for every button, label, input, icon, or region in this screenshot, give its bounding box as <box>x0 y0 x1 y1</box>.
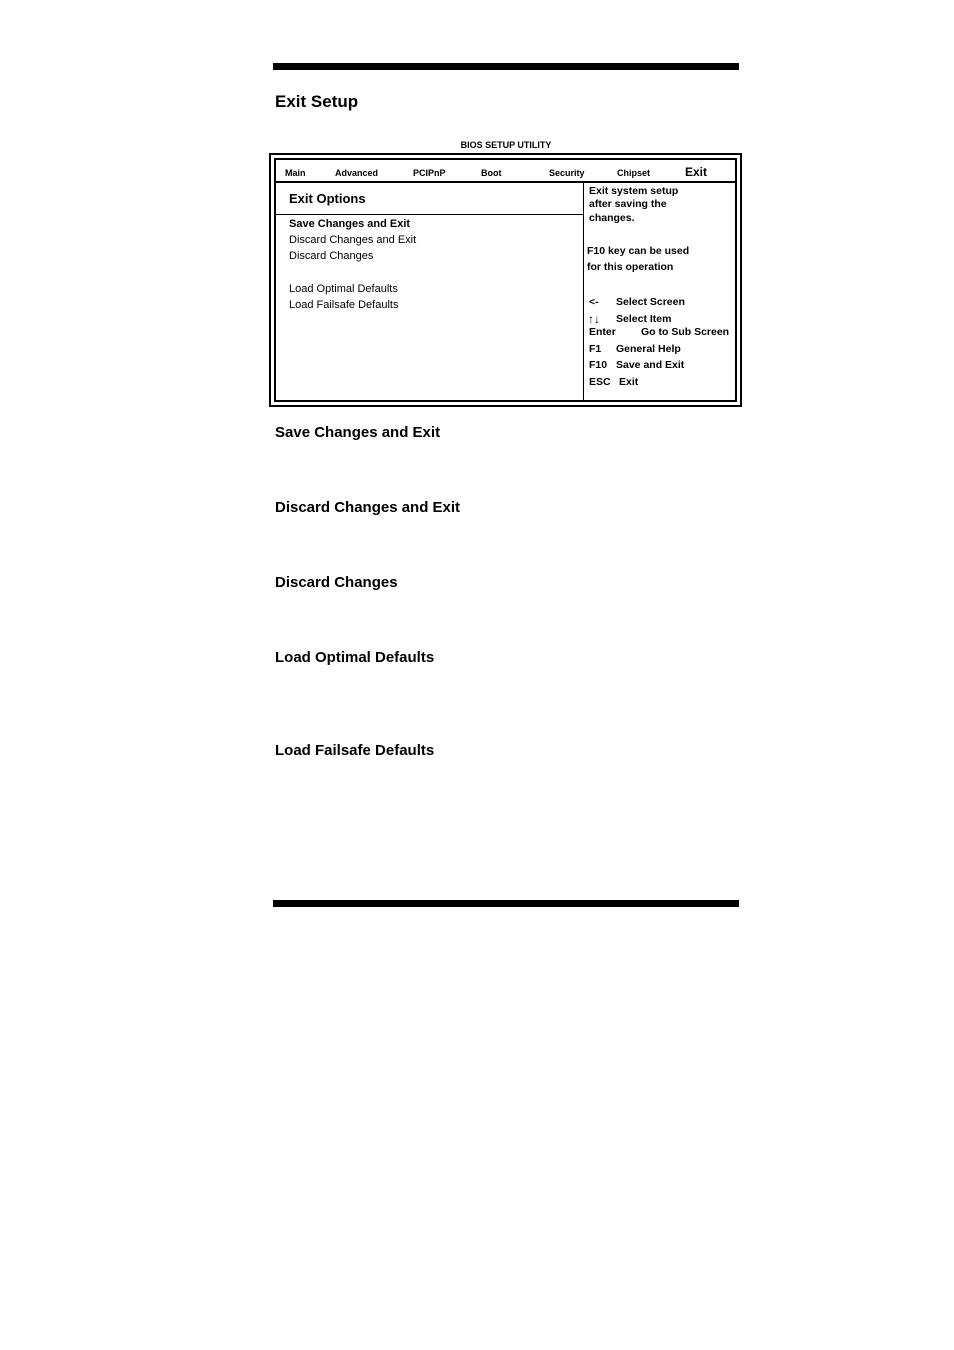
bios-inner-frame <box>274 158 737 402</box>
option-discard-changes[interactable]: Discard Changes <box>289 250 374 262</box>
key-enter: Enter <box>589 326 616 338</box>
section-heading-discard-changes-and-exit: Discard Changes and Exit <box>275 499 461 516</box>
key-f1: F1 <box>589 343 602 355</box>
help-panel <box>584 183 735 400</box>
bios-screen <box>269 153 742 407</box>
top-rule <box>273 63 739 70</box>
help-text-line: for this operation <box>587 261 674 273</box>
panel-divider <box>276 214 583 215</box>
option-discard-changes-and-exit[interactable]: Discard Changes and Exit <box>289 234 417 246</box>
menu-tab-main[interactable]: Main <box>285 168 306 178</box>
menu-tab-pcipnp[interactable]: PCIPnP <box>413 168 446 178</box>
menu-tab-advanced[interactable]: Advanced <box>335 168 379 178</box>
section-heading-load-optimal-defaults: Load Optimal Defaults <box>275 649 435 666</box>
section-heading-save-changes-and-exit: Save Changes and Exit <box>275 424 441 441</box>
option-save-changes-and-exit[interactable]: Save Changes and Exit <box>289 218 411 230</box>
help-text-line: F10 key can be used <box>587 245 690 257</box>
key-action-exit: Exit <box>619 376 639 388</box>
option-load-failsafe-defaults[interactable]: Load Failsafe Defaults <box>289 299 399 311</box>
section-heading-discard-changes: Discard Changes <box>275 574 398 591</box>
menu-tab-boot[interactable]: Boot <box>481 168 502 178</box>
bios-menu-bar <box>276 160 735 183</box>
key-left-arrow: <- <box>589 296 599 308</box>
page-title: Exit Setup <box>275 92 359 111</box>
menu-tab-exit[interactable]: Exit <box>685 165 708 179</box>
key-f10: F10 <box>589 359 608 371</box>
key-action-go-to-sub-screen: Go to Sub Screen <box>641 326 730 338</box>
key-action-save-and-exit: Save and Exit <box>616 359 685 371</box>
key-action-select-item: Select Item <box>616 313 672 325</box>
bottom-rule <box>273 900 739 907</box>
panel-title: Exit Options <box>289 191 366 206</box>
help-text-line: Exit system setup <box>589 185 679 197</box>
menu-tab-security[interactable]: Security <box>549 168 585 178</box>
help-text-line: changes. <box>589 212 635 224</box>
help-text-line: after saving the <box>589 198 667 210</box>
bios-utility-title: BIOS SETUP UTILITY <box>460 140 552 150</box>
key-esc: ESC <box>589 376 611 388</box>
exit-options-panel <box>276 183 584 400</box>
section-heading-load-failsafe-defaults: Load Failsafe Defaults <box>275 742 435 759</box>
option-load-optimal-defaults[interactable]: Load Optimal Defaults <box>289 283 398 295</box>
menu-tab-chipset[interactable]: Chipset <box>617 168 651 178</box>
key-up-down-arrows-icon: ↑↓ <box>588 312 600 326</box>
key-action-select-screen: Select Screen <box>616 296 685 308</box>
key-action-general-help: General Help <box>616 343 681 355</box>
